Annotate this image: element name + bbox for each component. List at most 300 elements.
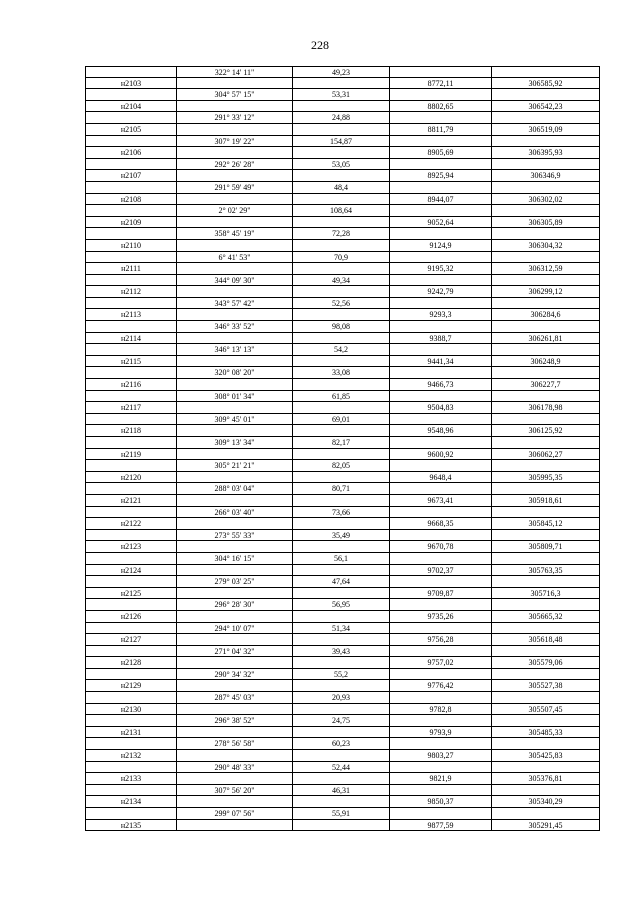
x-coordinate-cell: 8802,65: [389, 101, 491, 112]
y-coordinate-cell: [491, 205, 600, 216]
segment-row: [85, 205, 600, 217]
point-name-cell: [85, 460, 176, 471]
point-name-cell: н2109: [85, 217, 176, 228]
segment-row: [85, 182, 600, 194]
x-coordinate-cell: 9668,35: [389, 518, 491, 529]
direction-angle-cell: [176, 820, 292, 831]
y-coordinate-cell: 305291,45: [491, 820, 600, 831]
x-coordinate-cell: [389, 738, 491, 749]
x-coordinate-cell: 9052,64: [389, 217, 491, 228]
point-name-cell: н2112: [85, 286, 176, 297]
segment-row: [85, 89, 600, 101]
y-coordinate-cell: [491, 275, 600, 286]
point-name-cell: н2107: [85, 170, 176, 181]
distance-cell: [292, 704, 389, 715]
x-coordinate-cell: [389, 599, 491, 610]
point-row: [85, 449, 600, 461]
distance-cell: 56,95: [292, 599, 389, 610]
y-coordinate-cell: [491, 599, 600, 610]
distance-cell: [292, 518, 389, 529]
distance-cell: 61,85: [292, 391, 389, 402]
y-coordinate-cell: 305845,12: [491, 518, 600, 529]
segment-row: [85, 483, 600, 495]
direction-angle-cell: 320° 08' 20": [176, 367, 292, 378]
segment-row: [85, 808, 600, 820]
direction-angle-cell: 291° 59' 49": [176, 182, 292, 193]
direction-angle-cell: [176, 773, 292, 784]
point-row: [85, 147, 600, 159]
direction-angle-cell: [176, 309, 292, 320]
y-coordinate-cell: 306395,93: [491, 147, 600, 158]
distance-cell: [292, 124, 389, 135]
point-name-cell: н2132: [85, 750, 176, 761]
distance-cell: 35,49: [292, 530, 389, 541]
segment-row: [85, 738, 600, 750]
point-row: [85, 704, 600, 716]
point-name-cell: [85, 89, 176, 100]
direction-angle-cell: [176, 425, 292, 436]
point-name-cell: [85, 252, 176, 263]
y-coordinate-cell: 305507,45: [491, 704, 600, 715]
direction-angle-cell: [176, 657, 292, 668]
distance-cell: [292, 449, 389, 460]
y-coordinate-cell: [491, 298, 600, 309]
direction-angle-cell: 290° 34' 32": [176, 669, 292, 680]
x-coordinate-cell: 9756,28: [389, 634, 491, 645]
y-coordinate-cell: [491, 738, 600, 749]
y-coordinate-cell: 305485,33: [491, 727, 600, 738]
distance-cell: [292, 240, 389, 251]
point-name-cell: [85, 136, 176, 147]
point-name-cell: н2111: [85, 263, 176, 274]
point-name-cell: [85, 344, 176, 355]
x-coordinate-cell: [389, 437, 491, 448]
distance-cell: [292, 773, 389, 784]
y-coordinate-cell: 305527,38: [491, 680, 600, 691]
direction-angle-cell: 2° 02' 29": [176, 205, 292, 216]
direction-angle-cell: [176, 333, 292, 344]
point-row: [85, 356, 600, 368]
direction-angle-cell: [176, 170, 292, 181]
point-name-cell: [85, 367, 176, 378]
y-coordinate-cell: 306227,7: [491, 379, 600, 390]
x-coordinate-cell: 9670,78: [389, 541, 491, 552]
x-coordinate-cell: 9466,73: [389, 379, 491, 390]
segment-row: [85, 785, 600, 797]
y-coordinate-cell: 305425,83: [491, 750, 600, 761]
distance-cell: [292, 333, 389, 344]
point-name-cell: н2117: [85, 402, 176, 413]
x-coordinate-cell: [389, 136, 491, 147]
point-row: [85, 495, 600, 507]
distance-cell: 53,31: [292, 89, 389, 100]
point-row: [85, 379, 600, 391]
point-name-cell: н2114: [85, 333, 176, 344]
direction-angle-cell: 279° 03' 25": [176, 576, 292, 587]
x-coordinate-cell: 9648,4: [389, 472, 491, 483]
y-coordinate-cell: 306248,9: [491, 356, 600, 367]
point-row: [85, 611, 600, 623]
direction-angle-cell: 307° 19' 22": [176, 136, 292, 147]
x-coordinate-cell: [389, 67, 491, 77]
distance-cell: [292, 263, 389, 274]
y-coordinate-cell: [491, 391, 600, 402]
distance-cell: [292, 727, 389, 738]
x-coordinate-cell: [389, 391, 491, 402]
y-coordinate-cell: [491, 669, 600, 680]
direction-angle-cell: 278° 56' 58": [176, 738, 292, 749]
x-coordinate-cell: [389, 89, 491, 100]
segment-row: [85, 669, 600, 681]
direction-angle-cell: [176, 379, 292, 390]
direction-angle-cell: [176, 518, 292, 529]
point-name-cell: [85, 762, 176, 773]
point-name-cell: [85, 692, 176, 703]
distance-cell: [292, 495, 389, 506]
point-name-cell: [85, 205, 176, 216]
y-coordinate-cell: 305340,29: [491, 796, 600, 807]
distance-cell: 72,28: [292, 228, 389, 239]
direction-angle-cell: 292° 26' 28": [176, 159, 292, 170]
segment-row: [85, 252, 600, 264]
point-name-cell: н2106: [85, 147, 176, 158]
direction-angle-cell: 346° 13' 13": [176, 344, 292, 355]
x-coordinate-cell: [389, 646, 491, 657]
distance-cell: 47,64: [292, 576, 389, 587]
point-name-cell: н2130: [85, 704, 176, 715]
x-coordinate-cell: 9821,9: [389, 773, 491, 784]
direction-angle-cell: 346° 33' 52": [176, 321, 292, 332]
y-coordinate-cell: [491, 530, 600, 541]
segment-row: [85, 414, 600, 426]
distance-cell: [292, 194, 389, 205]
distance-cell: [292, 217, 389, 228]
y-coordinate-cell: [491, 67, 600, 77]
distance-cell: 60,23: [292, 738, 389, 749]
point-name-cell: [85, 437, 176, 448]
point-row: [85, 402, 600, 414]
x-coordinate-cell: [389, 785, 491, 796]
direction-angle-cell: 307° 56' 20": [176, 785, 292, 796]
segment-row: [85, 367, 600, 379]
x-coordinate-cell: [389, 298, 491, 309]
x-coordinate-cell: [389, 321, 491, 332]
y-coordinate-cell: 306542,23: [491, 101, 600, 112]
direction-angle-cell: [176, 611, 292, 622]
point-row: [85, 101, 600, 113]
distance-cell: 20,93: [292, 692, 389, 703]
segment-row: [85, 599, 600, 611]
point-name-cell: [85, 507, 176, 518]
point-row: [85, 518, 600, 530]
x-coordinate-cell: 9600,92: [389, 449, 491, 460]
distance-cell: [292, 750, 389, 761]
y-coordinate-cell: 305918,61: [491, 495, 600, 506]
point-name-cell: н2121: [85, 495, 176, 506]
x-coordinate-cell: 9388,7: [389, 333, 491, 344]
point-name-cell: [85, 530, 176, 541]
distance-cell: [292, 680, 389, 691]
point-name-cell: [85, 483, 176, 494]
point-name-cell: [85, 275, 176, 286]
y-coordinate-cell: 306284,6: [491, 309, 600, 320]
x-coordinate-cell: 9293,3: [389, 309, 491, 320]
y-coordinate-cell: 306519,09: [491, 124, 600, 135]
direction-angle-cell: 6° 41' 53": [176, 252, 292, 263]
direction-angle-cell: [176, 727, 292, 738]
y-coordinate-cell: [491, 321, 600, 332]
x-coordinate-cell: [389, 414, 491, 425]
y-coordinate-cell: 306125,92: [491, 425, 600, 436]
point-row: [85, 634, 600, 646]
y-coordinate-cell: [491, 553, 600, 564]
distance-cell: 48,4: [292, 182, 389, 193]
direction-angle-cell: [176, 194, 292, 205]
point-name-cell: н2119: [85, 449, 176, 460]
distance-cell: [292, 78, 389, 89]
x-coordinate-cell: [389, 530, 491, 541]
segment-row: [85, 275, 600, 287]
point-name-cell: н2103: [85, 78, 176, 89]
direction-angle-cell: 273° 55' 33": [176, 530, 292, 541]
distance-cell: 154,87: [292, 136, 389, 147]
x-coordinate-cell: [389, 507, 491, 518]
point-name-cell: н2113: [85, 309, 176, 320]
y-coordinate-cell: [491, 414, 600, 425]
x-coordinate-cell: 8905,69: [389, 147, 491, 158]
point-row: [85, 263, 600, 275]
x-coordinate-cell: [389, 252, 491, 263]
distance-cell: [292, 472, 389, 483]
distance-cell: 82,05: [292, 460, 389, 471]
segment-row: [85, 715, 600, 727]
x-coordinate-cell: [389, 623, 491, 634]
y-coordinate-cell: 305665,32: [491, 611, 600, 622]
x-coordinate-cell: [389, 692, 491, 703]
direction-angle-cell: [176, 217, 292, 228]
y-coordinate-cell: [491, 483, 600, 494]
direction-angle-cell: 296° 38' 52": [176, 715, 292, 726]
direction-angle-cell: 290° 48' 33": [176, 762, 292, 773]
point-name-cell: н2124: [85, 565, 176, 576]
point-row: [85, 541, 600, 553]
direction-angle-cell: 291° 33' 12": [176, 112, 292, 123]
direction-angle-cell: [176, 565, 292, 576]
point-name-cell: н2125: [85, 588, 176, 599]
distance-cell: 80,71: [292, 483, 389, 494]
distance-cell: [292, 541, 389, 552]
point-name-cell: н2126: [85, 611, 176, 622]
point-row: [85, 773, 600, 785]
point-row: [85, 565, 600, 577]
distance-cell: 52,56: [292, 298, 389, 309]
direction-angle-cell: [176, 541, 292, 552]
point-row: [85, 820, 600, 832]
x-coordinate-cell: [389, 228, 491, 239]
direction-angle-cell: 266° 03' 40": [176, 507, 292, 518]
distance-cell: [292, 356, 389, 367]
x-coordinate-cell: [389, 159, 491, 170]
segment-row: [85, 553, 600, 565]
distance-cell: 24,75: [292, 715, 389, 726]
point-name-cell: [85, 159, 176, 170]
y-coordinate-cell: 306261,81: [491, 333, 600, 344]
segment-row: [85, 298, 600, 310]
direction-angle-cell: 344° 09' 30": [176, 275, 292, 286]
point-name-cell: [85, 808, 176, 819]
distance-cell: [292, 820, 389, 831]
direction-angle-cell: 343° 57' 42": [176, 298, 292, 309]
segment-row: [85, 507, 600, 519]
point-name-cell: н2129: [85, 680, 176, 691]
point-row: [85, 78, 600, 90]
y-coordinate-cell: [491, 112, 600, 123]
point-row: [85, 240, 600, 252]
point-name-cell: [85, 228, 176, 239]
distance-cell: 49,34: [292, 275, 389, 286]
segment-row: [85, 66, 600, 78]
direction-angle-cell: [176, 402, 292, 413]
point-name-cell: н2120: [85, 472, 176, 483]
y-coordinate-cell: 305618,48: [491, 634, 600, 645]
segment-row: [85, 762, 600, 774]
point-row: [85, 309, 600, 321]
point-name-cell: н2116: [85, 379, 176, 390]
direction-angle-cell: [176, 101, 292, 112]
segment-row: [85, 646, 600, 658]
y-coordinate-cell: [491, 344, 600, 355]
x-coordinate-cell: 9757,02: [389, 657, 491, 668]
point-name-cell: н2108: [85, 194, 176, 205]
point-name-cell: н2127: [85, 634, 176, 645]
coordinates-table: [85, 66, 600, 831]
y-coordinate-cell: 305809,71: [491, 541, 600, 552]
y-coordinate-cell: 305376,81: [491, 773, 600, 784]
y-coordinate-cell: 306299,12: [491, 286, 600, 297]
y-coordinate-cell: [491, 785, 600, 796]
point-name-cell: [85, 623, 176, 634]
direction-angle-cell: 294° 10' 07": [176, 623, 292, 634]
distance-cell: [292, 588, 389, 599]
point-name-cell: н2135: [85, 820, 176, 831]
direction-angle-cell: [176, 263, 292, 274]
y-coordinate-cell: 306304,32: [491, 240, 600, 251]
y-coordinate-cell: 305763,35: [491, 565, 600, 576]
x-coordinate-cell: 9124,9: [389, 240, 491, 251]
x-coordinate-cell: 8944,07: [389, 194, 491, 205]
y-coordinate-cell: [491, 692, 600, 703]
point-row: [85, 727, 600, 739]
point-row: [85, 680, 600, 692]
y-coordinate-cell: [491, 808, 600, 819]
y-coordinate-cell: [491, 89, 600, 100]
point-name-cell: н2133: [85, 773, 176, 784]
point-name-cell: [85, 646, 176, 657]
direction-angle-cell: [176, 449, 292, 460]
y-coordinate-cell: 306312,59: [491, 263, 600, 274]
y-coordinate-cell: [491, 252, 600, 263]
point-row: [85, 217, 600, 229]
distance-cell: 51,34: [292, 623, 389, 634]
distance-cell: 55,91: [292, 808, 389, 819]
direction-angle-cell: 288° 03' 04": [176, 483, 292, 494]
x-coordinate-cell: 9782,8: [389, 704, 491, 715]
y-coordinate-cell: [491, 228, 600, 239]
distance-cell: [292, 565, 389, 576]
direction-angle-cell: [176, 286, 292, 297]
y-coordinate-cell: [491, 762, 600, 773]
y-coordinate-cell: [491, 623, 600, 634]
x-coordinate-cell: 9548,96: [389, 425, 491, 436]
distance-cell: 33,08: [292, 367, 389, 378]
point-name-cell: н2118: [85, 425, 176, 436]
x-coordinate-cell: 9735,26: [389, 611, 491, 622]
distance-cell: [292, 309, 389, 320]
segment-row: [85, 460, 600, 472]
point-row: [85, 472, 600, 484]
y-coordinate-cell: [491, 159, 600, 170]
distance-cell: 53,05: [292, 159, 389, 170]
y-coordinate-cell: 305716,3: [491, 588, 600, 599]
direction-angle-cell: 322° 14' 11": [176, 67, 292, 77]
distance-cell: 49,23: [292, 67, 389, 77]
direction-angle-cell: [176, 796, 292, 807]
x-coordinate-cell: 9441,34: [389, 356, 491, 367]
point-name-cell: [85, 414, 176, 425]
x-coordinate-cell: [389, 460, 491, 471]
x-coordinate-cell: [389, 344, 491, 355]
distance-cell: 73,66: [292, 507, 389, 518]
segment-row: [85, 228, 600, 240]
point-name-cell: [85, 715, 176, 726]
point-row: [85, 425, 600, 437]
y-coordinate-cell: [491, 507, 600, 518]
x-coordinate-cell: 9673,41: [389, 495, 491, 506]
direction-angle-cell: 308° 01' 34": [176, 391, 292, 402]
page-number: 228: [311, 38, 329, 52]
x-coordinate-cell: 9242,79: [389, 286, 491, 297]
direction-angle-cell: [176, 588, 292, 599]
point-row: [85, 194, 600, 206]
direction-angle-cell: [176, 472, 292, 483]
distance-cell: 98,08: [292, 321, 389, 332]
point-name-cell: н2128: [85, 657, 176, 668]
x-coordinate-cell: [389, 483, 491, 494]
x-coordinate-cell: 8772,11: [389, 78, 491, 89]
y-coordinate-cell: [491, 367, 600, 378]
point-row: [85, 796, 600, 808]
segment-row: [85, 391, 600, 403]
distance-cell: 70,9: [292, 252, 389, 263]
point-name-cell: [85, 738, 176, 749]
point-row: [85, 170, 600, 182]
segment-row: [85, 344, 600, 356]
distance-cell: 39,43: [292, 646, 389, 657]
x-coordinate-cell: [389, 367, 491, 378]
direction-angle-cell: [176, 356, 292, 367]
direction-angle-cell: 309° 45' 01": [176, 414, 292, 425]
segment-row: [85, 112, 600, 124]
distance-cell: [292, 101, 389, 112]
point-name-cell: [85, 785, 176, 796]
point-name-cell: [85, 553, 176, 564]
distance-cell: 54,2: [292, 344, 389, 355]
y-coordinate-cell: 306585,92: [491, 78, 600, 89]
point-name-cell: н2131: [85, 727, 176, 738]
distance-cell: [292, 796, 389, 807]
point-row: [85, 333, 600, 345]
direction-angle-cell: 287° 45' 03": [176, 692, 292, 703]
